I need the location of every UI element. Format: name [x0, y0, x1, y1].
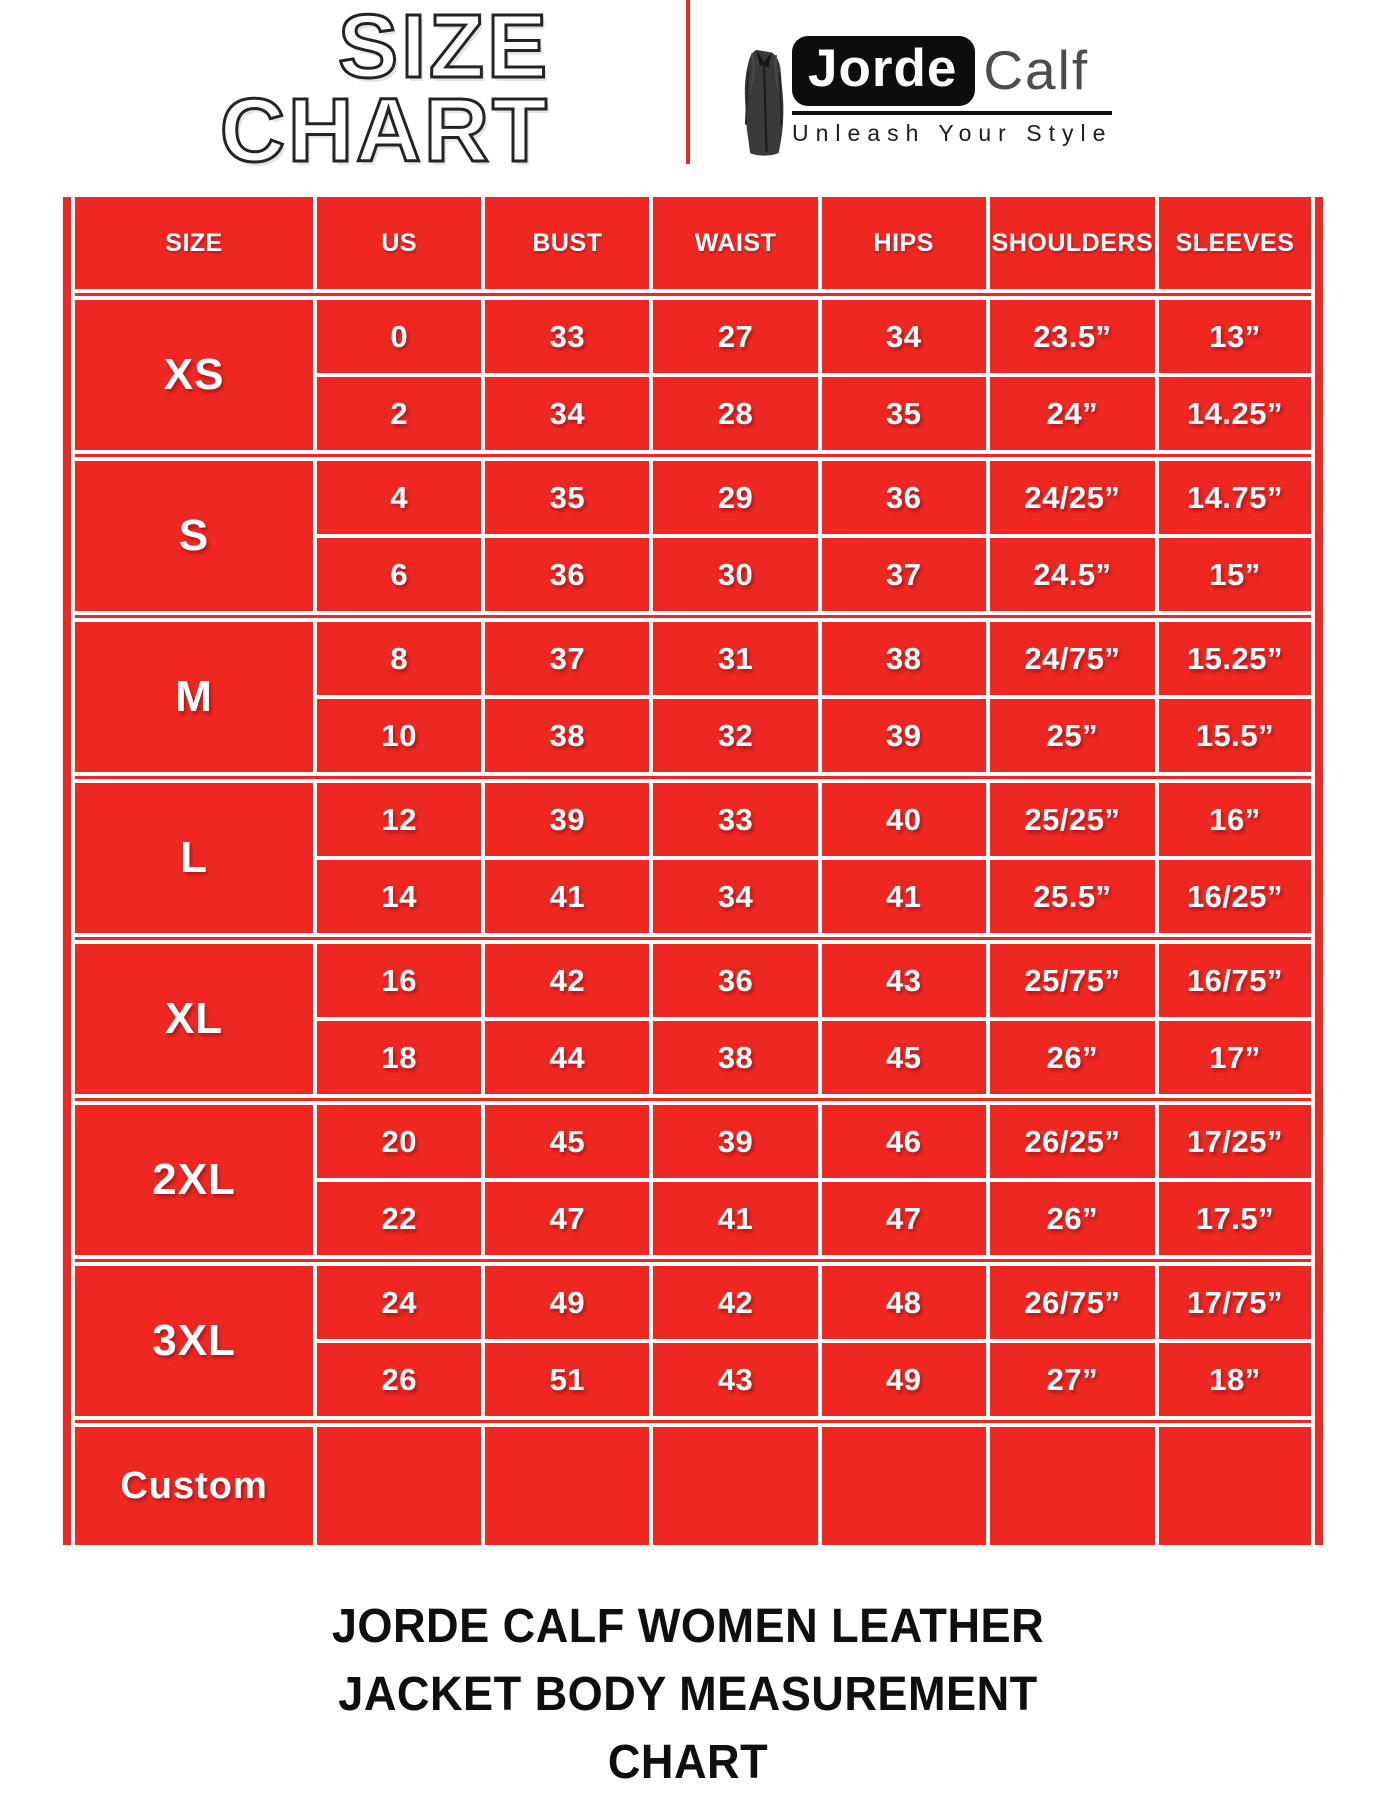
brand-logo	[738, 36, 1112, 162]
measurement-cell: 2	[317, 377, 481, 450]
size-label-cell: 3XL	[75, 1266, 313, 1416]
measurement-cell: 43	[822, 944, 986, 1017]
measurement-cell: 24/25”	[990, 461, 1155, 534]
measurement-cell: 37	[485, 622, 649, 695]
measurement-cell: 25.5”	[990, 860, 1155, 933]
measurement-cell: 17”	[1159, 1021, 1311, 1094]
measurement-cell: 49	[822, 1343, 986, 1416]
column-header: US	[317, 197, 481, 289]
caption-line-1: JORDE CALF WOMEN LEATHER	[331, 1600, 1045, 1653]
size-table-wrap	[75, 197, 1311, 1545]
measurement-cell: 10	[317, 699, 481, 772]
measurement-cell: 26/25”	[990, 1105, 1155, 1178]
measurement-cell: 28	[653, 377, 817, 450]
caption-line-2: JACKET BODY MEASUREMENT	[338, 1668, 1038, 1722]
caption-line-3: CHART	[607, 1736, 769, 1790]
measurement-cell: 14.75”	[1159, 461, 1311, 534]
measurement-cell: 15.25”	[1159, 622, 1311, 695]
measurement-cell: 36	[653, 944, 817, 1017]
measurement-cell: 42	[653, 1266, 817, 1339]
measurement-cell	[317, 1427, 481, 1545]
measurement-cell: 17/75”	[1159, 1266, 1311, 1339]
measurement-cell: 38	[822, 622, 986, 695]
measurement-cell: 41	[822, 860, 986, 933]
measurement-cell: 25/75”	[990, 944, 1155, 1017]
page-title-line1: SIZE	[337, 0, 550, 97]
brand-tagline: Unleash Your Style	[792, 120, 1113, 147]
measurement-cell: 39	[485, 783, 649, 856]
brand-underline	[792, 111, 1112, 115]
measurement-cell: 27”	[990, 1343, 1155, 1416]
column-header: SHOULDERS	[990, 197, 1155, 289]
measurement-cell: 41	[485, 860, 649, 933]
measurement-cell: 16/75”	[1159, 944, 1311, 1017]
measurement-cell: 45	[822, 1021, 986, 1094]
group-separator	[75, 1420, 1311, 1423]
column-header: SLEEVES	[1159, 197, 1311, 289]
measurement-cell: 41	[653, 1182, 817, 1255]
measurement-cell: 6	[317, 538, 481, 611]
page-title	[150, 0, 550, 181]
brand-name-row	[792, 36, 1112, 106]
group-separator	[75, 937, 1311, 940]
measurement-cell: 12	[317, 783, 481, 856]
measurement-cell: 22	[317, 1182, 481, 1255]
measurement-cell: 37	[822, 538, 986, 611]
measurement-cell: 27	[653, 300, 817, 373]
measurement-cell: 31	[653, 622, 817, 695]
measurement-cell: 24.5”	[990, 538, 1155, 611]
group-separator	[75, 293, 1311, 296]
measurement-cell: 25/25”	[990, 783, 1155, 856]
measurement-cell: 48	[822, 1266, 986, 1339]
measurement-cell: 26”	[990, 1182, 1155, 1255]
column-header: BUST	[485, 197, 649, 289]
measurement-cell: 38	[653, 1021, 817, 1094]
measurement-cell: 33	[485, 300, 649, 373]
measurement-cell: 0	[317, 300, 481, 373]
measurement-cell: 29	[653, 461, 817, 534]
group-separator	[75, 1259, 1311, 1262]
measurement-cell	[1159, 1427, 1311, 1545]
measurement-cell: 47	[485, 1182, 649, 1255]
measurement-cell: 15.5”	[1159, 699, 1311, 772]
measurement-cell: 51	[485, 1343, 649, 1416]
chart-caption	[102, 1593, 1273, 1797]
group-separator	[75, 454, 1311, 457]
measurement-cell: 49	[485, 1266, 649, 1339]
measurement-cell: 26	[317, 1343, 481, 1416]
measurement-cell: 39	[822, 699, 986, 772]
measurement-cell: 39	[653, 1105, 817, 1178]
brand-name-bold: Jorde	[792, 36, 975, 106]
measurement-cell: 35	[822, 377, 986, 450]
size-label-cell: XS	[75, 300, 313, 450]
measurement-cell: 14.25”	[1159, 377, 1311, 450]
measurement-cell: 32	[653, 699, 817, 772]
measurement-cell: 15”	[1159, 538, 1311, 611]
size-label-cell: M	[75, 622, 313, 772]
measurement-cell: 14	[317, 860, 481, 933]
measurement-cell: 46	[822, 1105, 986, 1178]
group-separator	[75, 615, 1311, 618]
group-separator	[75, 776, 1311, 779]
column-header: SIZE	[75, 197, 313, 289]
measurement-cell: 36	[822, 461, 986, 534]
measurement-cell	[653, 1427, 817, 1545]
measurement-cell: 35	[485, 461, 649, 534]
measurement-cell: 26/75”	[990, 1266, 1155, 1339]
size-label-cell: Custom	[75, 1427, 313, 1545]
header-divider-line	[686, 0, 690, 164]
measurement-cell: 4	[317, 461, 481, 534]
measurement-cell: 25”	[990, 699, 1155, 772]
measurement-cell: 40	[822, 783, 986, 856]
measurement-cell: 33	[653, 783, 817, 856]
measurement-cell: 45	[485, 1105, 649, 1178]
measurement-cell: 42	[485, 944, 649, 1017]
measurement-cell: 30	[653, 538, 817, 611]
size-label-cell: 2XL	[75, 1105, 313, 1255]
measurement-cell: 26”	[990, 1021, 1155, 1094]
size-label-cell: XL	[75, 944, 313, 1094]
measurement-cell: 44	[485, 1021, 649, 1094]
measurement-cell: 34	[653, 860, 817, 933]
measurement-cell: 16/25”	[1159, 860, 1311, 933]
measurement-cell: 8	[317, 622, 481, 695]
page-title-line2: CHART	[220, 80, 550, 181]
measurement-cell: 20	[317, 1105, 481, 1178]
column-header: WAIST	[653, 197, 817, 289]
measurement-cell: 23.5”	[990, 300, 1155, 373]
size-table	[75, 197, 1311, 1545]
measurement-cell: 18”	[1159, 1343, 1311, 1416]
measurement-cell: 24/75”	[990, 622, 1155, 695]
brand-name-light: Calf	[983, 39, 1090, 102]
measurement-cell: 17/25”	[1159, 1105, 1311, 1178]
measurement-cell: 16”	[1159, 783, 1311, 856]
measurement-cell: 36	[485, 538, 649, 611]
measurement-cell: 24	[317, 1266, 481, 1339]
measurement-cell	[990, 1427, 1155, 1545]
leather-jacket-icon	[738, 40, 790, 162]
brand-logo-text	[792, 36, 1112, 147]
measurement-cell: 13”	[1159, 300, 1311, 373]
measurement-cell: 16	[317, 944, 481, 1017]
measurement-cell: 24”	[990, 377, 1155, 450]
group-separator	[75, 1098, 1311, 1101]
column-header: HIPS	[822, 197, 986, 289]
size-label-cell: S	[75, 461, 313, 611]
measurement-cell	[485, 1427, 649, 1545]
measurement-cell: 43	[653, 1343, 817, 1416]
measurement-cell: 34	[485, 377, 649, 450]
measurement-cell: 17.5”	[1159, 1182, 1311, 1255]
measurement-cell: 34	[822, 300, 986, 373]
measurement-cell	[822, 1427, 986, 1545]
measurement-cell: 38	[485, 699, 649, 772]
size-label-cell: L	[75, 783, 313, 933]
measurement-cell: 47	[822, 1182, 986, 1255]
measurement-cell: 18	[317, 1021, 481, 1094]
